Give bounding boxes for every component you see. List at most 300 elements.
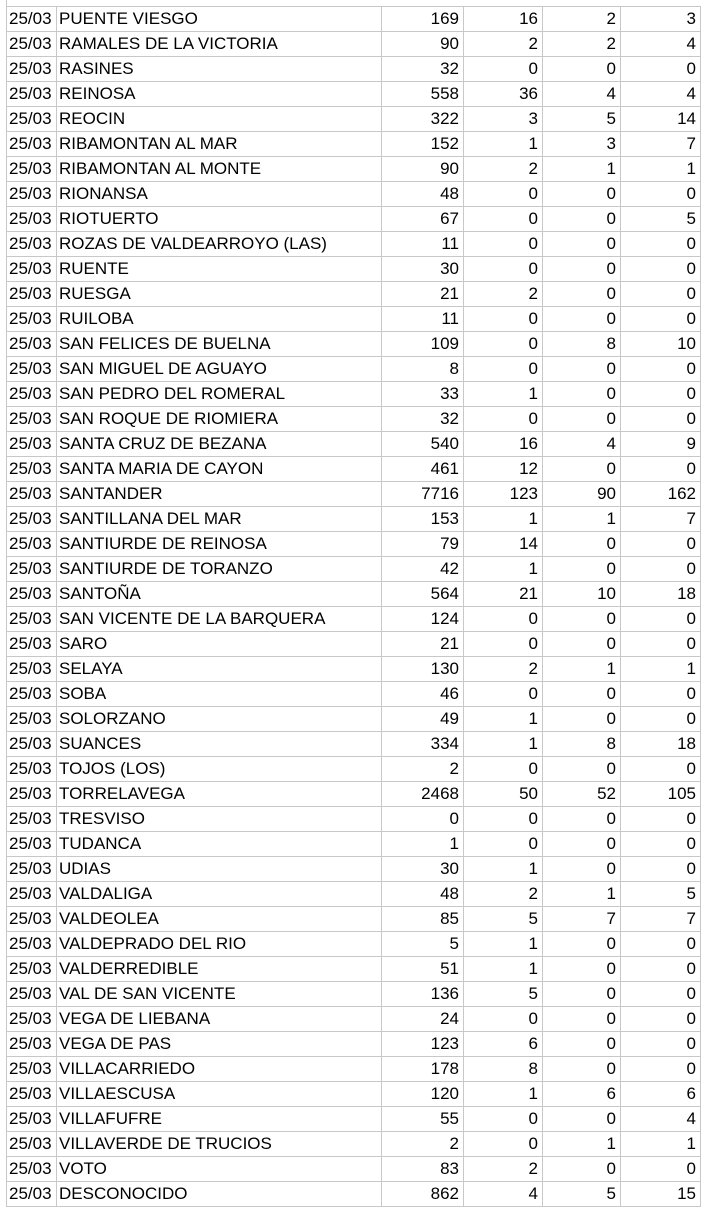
date-cell[interactable]: 25/03 — [7, 832, 57, 857]
value-cell-2[interactable]: 1 — [464, 932, 543, 957]
value-cell-3[interactable]: 1 — [543, 157, 621, 182]
municipality-cell[interactable]: VALDERREDIBLE — [57, 957, 382, 982]
value-cell-4[interactable]: 3 — [621, 7, 701, 32]
date-cell[interactable]: 25/03 — [7, 332, 57, 357]
value-cell-3[interactable]: 0 — [543, 1157, 621, 1182]
value-cell-1[interactable]: 30 — [382, 257, 464, 282]
value-cell-3[interactable]: 2 — [543, 32, 621, 57]
value-cell-2[interactable]: 0 — [464, 807, 543, 832]
value-cell-4[interactable]: 1 — [621, 657, 701, 682]
table-row — [7, 782, 701, 807]
municipality-cell[interactable]: RAMALES DE LA VICTORIA — [57, 32, 382, 57]
municipality-cell[interactable]: SAN PEDRO DEL ROMERAL — [57, 382, 382, 407]
table-row — [7, 882, 701, 907]
date-cell[interactable]: 25/03 — [7, 807, 57, 832]
date-cell[interactable]: 25/03 — [7, 757, 57, 782]
value-cell-2[interactable]: 123 — [464, 482, 543, 507]
value-cell-4[interactable]: 0 — [621, 1032, 701, 1057]
value-cell-2[interactable]: 0 — [464, 332, 543, 357]
value-cell-4[interactable]: 0 — [621, 607, 701, 632]
date-cell[interactable]: 25/03 — [7, 932, 57, 957]
value-cell-1[interactable]: 2 — [382, 1132, 464, 1157]
value-cell-3[interactable]: 0 — [543, 1007, 621, 1032]
value-cell-1[interactable]: 51 — [382, 957, 464, 982]
value-cell-4[interactable]: 0 — [621, 307, 701, 332]
value-cell-3[interactable]: 0 — [543, 682, 621, 707]
date-cell[interactable]: 25/03 — [7, 882, 57, 907]
table-row — [7, 1057, 701, 1082]
date-cell[interactable]: 25/03 — [7, 1132, 57, 1157]
value-cell-3[interactable]: 3 — [543, 132, 621, 157]
value-cell-2[interactable]: 50 — [464, 782, 543, 807]
value-cell-3[interactable]: 1 — [543, 657, 621, 682]
value-cell-1[interactable]: 90 — [382, 32, 464, 57]
value-cell-1[interactable]: 169 — [382, 7, 464, 32]
value-cell-2[interactable]: 0 — [464, 307, 543, 332]
municipality-cell[interactable]: VILLAFUFRE — [57, 1107, 382, 1132]
value-cell-4[interactable]: 0 — [621, 532, 701, 557]
value-cell-4[interactable]: 18 — [621, 732, 701, 757]
value-cell-1[interactable]: 130 — [382, 657, 464, 682]
municipality-cell[interactable]: VEGA DE LIEBANA — [57, 1007, 382, 1032]
value-cell-1[interactable]: 11 — [382, 307, 464, 332]
value-cell-1[interactable]: 7716 — [382, 482, 464, 507]
value-cell-3[interactable]: 0 — [543, 282, 621, 307]
table-row — [7, 32, 701, 57]
value-cell-2[interactable]: 0 — [464, 1132, 543, 1157]
value-cell-1[interactable]: 178 — [382, 1057, 464, 1082]
value-cell-4[interactable]: 0 — [621, 282, 701, 307]
value-cell-1[interactable]: 55 — [382, 1107, 464, 1132]
date-cell[interactable]: 25/03 — [7, 7, 57, 32]
municipality-cell[interactable]: VALDEPRADO DEL RIO — [57, 932, 382, 957]
value-cell-1[interactable]: 152 — [382, 132, 464, 157]
municipality-cell[interactable]: TRESVISO — [57, 807, 382, 832]
date-cell[interactable]: 25/03 — [7, 57, 57, 82]
value-cell-4[interactable]: 0 — [621, 857, 701, 882]
date-cell[interactable]: 25/03 — [7, 607, 57, 632]
value-cell-3[interactable]: 0 — [543, 207, 621, 232]
value-cell-3[interactable]: 0 — [543, 807, 621, 832]
value-cell-1[interactable]: 461 — [382, 457, 464, 482]
value-cell-1[interactable]: 862 — [382, 1182, 464, 1207]
date-cell[interactable]: 25/03 — [7, 307, 57, 332]
municipality-cell[interactable]: SAN FELICES DE BUELNA — [57, 332, 382, 357]
value-cell-2[interactable]: 0 — [464, 632, 543, 657]
value-cell-4[interactable]: 4 — [621, 32, 701, 57]
value-cell-3[interactable]: 0 — [543, 557, 621, 582]
value-cell-3[interactable]: 0 — [543, 57, 621, 82]
date-cell[interactable]: 25/03 — [7, 1032, 57, 1057]
date-cell[interactable]: 25/03 — [7, 1082, 57, 1107]
value-cell-4[interactable]: 5 — [621, 882, 701, 907]
date-cell[interactable]: 25/03 — [7, 132, 57, 157]
value-cell-3[interactable]: 0 — [543, 1032, 621, 1057]
value-cell-3[interactable]: 0 — [543, 832, 621, 857]
date-cell[interactable]: 25/03 — [7, 582, 57, 607]
value-cell-4[interactable]: 0 — [621, 707, 701, 732]
value-cell-1[interactable]: 322 — [382, 107, 464, 132]
date-cell[interactable]: 25/03 — [7, 282, 57, 307]
table-row — [7, 7, 701, 32]
municipality-cell[interactable]: RUILOBA — [57, 307, 382, 332]
value-cell-1[interactable]: 334 — [382, 732, 464, 757]
value-cell-3[interactable]: 2 — [543, 7, 621, 32]
value-cell-4[interactable]: 10 — [621, 332, 701, 357]
value-cell-4[interactable]: 1 — [621, 157, 701, 182]
municipality-cell[interactable]: SANTILLANA DEL MAR — [57, 507, 382, 532]
municipality-cell[interactable]: SAN MIGUEL DE AGUAYO — [57, 357, 382, 382]
date-cell[interactable]: 25/03 — [7, 482, 57, 507]
value-cell-1[interactable]: 49 — [382, 707, 464, 732]
municipality-cell[interactable]: TOJOS (LOS) — [57, 757, 382, 782]
table-row — [7, 982, 701, 1007]
date-cell[interactable]: 25/03 — [7, 782, 57, 807]
municipality-cell[interactable]: VOTO — [57, 1157, 382, 1182]
value-cell-1[interactable]: 90 — [382, 157, 464, 182]
value-cell-4[interactable]: 0 — [621, 982, 701, 1007]
value-cell-2[interactable]: 0 — [464, 207, 543, 232]
value-cell-3[interactable]: 0 — [543, 532, 621, 557]
value-cell-2[interactable]: 6 — [464, 1032, 543, 1057]
value-cell-1[interactable]: 33 — [382, 382, 464, 407]
date-cell[interactable]: 25/03 — [7, 432, 57, 457]
value-cell-4[interactable]: 0 — [621, 407, 701, 432]
value-cell-3[interactable]: 10 — [543, 582, 621, 607]
value-cell-2[interactable]: 1 — [464, 382, 543, 407]
value-cell-4[interactable]: 7 — [621, 907, 701, 932]
value-cell-4[interactable]: 162 — [621, 482, 701, 507]
municipality-cell[interactable]: SANTA MARIA DE CAYON — [57, 457, 382, 482]
value-cell-3[interactable]: 0 — [543, 607, 621, 632]
value-cell-4[interactable]: 0 — [621, 457, 701, 482]
value-cell-2[interactable]: 14 — [464, 532, 543, 557]
date-cell[interactable]: 25/03 — [7, 907, 57, 932]
value-cell-2[interactable]: 21 — [464, 582, 543, 607]
value-cell-1[interactable]: 11 — [382, 232, 464, 257]
table-row — [7, 707, 701, 732]
value-cell-3[interactable]: 4 — [543, 82, 621, 107]
value-cell-1[interactable]: 32 — [382, 407, 464, 432]
value-cell-3[interactable]: 0 — [543, 182, 621, 207]
municipality-cell[interactable]: ROZAS DE VALDEARROYO (LAS) — [57, 232, 382, 257]
value-cell-3[interactable]: 1 — [543, 1132, 621, 1157]
value-cell-2[interactable]: 1 — [464, 557, 543, 582]
municipality-cell[interactable]: RIOTUERTO — [57, 207, 382, 232]
value-cell-1[interactable]: 124 — [382, 607, 464, 632]
value-cell-1[interactable]: 1 — [382, 832, 464, 857]
date-cell[interactable]: 25/03 — [7, 532, 57, 557]
value-cell-4[interactable]: 0 — [621, 957, 701, 982]
municipality-cell[interactable]: VALDEOLEA — [57, 907, 382, 932]
value-cell-4[interactable]: 7 — [621, 507, 701, 532]
value-cell-2[interactable]: 0 — [464, 682, 543, 707]
value-cell-2[interactable]: 16 — [464, 432, 543, 457]
municipality-cell[interactable]: VALDALIGA — [57, 882, 382, 907]
value-cell-4[interactable]: 0 — [621, 632, 701, 657]
value-cell-2[interactable]: 8 — [464, 1057, 543, 1082]
municipality-cell[interactable]: RUENTE — [57, 257, 382, 282]
municipality-cell[interactable]: REOCIN — [57, 107, 382, 132]
municipality-cell[interactable]: SAN ROQUE DE RIOMIERA — [57, 407, 382, 432]
value-cell-2[interactable]: 0 — [464, 407, 543, 432]
value-cell-4[interactable]: 105 — [621, 782, 701, 807]
value-cell-3[interactable]: 5 — [543, 107, 621, 132]
value-cell-1[interactable]: 79 — [382, 532, 464, 557]
municipality-cell[interactable]: VEGA DE PAS — [57, 1032, 382, 1057]
value-cell-3[interactable]: 0 — [543, 932, 621, 957]
value-cell-4[interactable]: 0 — [621, 357, 701, 382]
value-cell-2[interactable]: 1 — [464, 732, 543, 757]
value-cell-2[interactable]: 16 — [464, 7, 543, 32]
date-cell[interactable]: 25/03 — [7, 232, 57, 257]
date-cell[interactable]: 25/03 — [7, 107, 57, 132]
municipality-cell[interactable]: VAL DE SAN VICENTE — [57, 982, 382, 1007]
value-cell-1[interactable]: 30 — [382, 857, 464, 882]
value-cell-3[interactable]: 1 — [543, 882, 621, 907]
value-cell-4[interactable]: 0 — [621, 807, 701, 832]
table-row — [7, 132, 701, 157]
value-cell-3[interactable]: 1 — [543, 507, 621, 532]
value-cell-1[interactable]: 8 — [382, 357, 464, 382]
value-cell-4[interactable]: 0 — [621, 57, 701, 82]
value-cell-2[interactable]: 0 — [464, 182, 543, 207]
value-cell-1[interactable]: 85 — [382, 907, 464, 932]
value-cell-3[interactable]: 52 — [543, 782, 621, 807]
value-cell-2[interactable]: 0 — [464, 257, 543, 282]
date-cell[interactable]: 25/03 — [7, 632, 57, 657]
value-cell-3[interactable]: 8 — [543, 732, 621, 757]
value-cell-2[interactable]: 1 — [464, 132, 543, 157]
date-cell[interactable]: 25/03 — [7, 82, 57, 107]
municipality-cell[interactable]: SOLORZANO — [57, 707, 382, 732]
municipality-cell[interactable]: RASINES — [57, 57, 382, 82]
value-cell-1[interactable]: 153 — [382, 507, 464, 532]
value-cell-1[interactable]: 0 — [382, 807, 464, 832]
municipality-cell[interactable]: RIBAMONTAN AL MAR — [57, 132, 382, 157]
value-cell-1[interactable]: 540 — [382, 432, 464, 457]
date-cell[interactable]: 25/03 — [7, 557, 57, 582]
value-cell-4[interactable]: 0 — [621, 932, 701, 957]
value-cell-2[interactable]: 4 — [464, 1182, 543, 1207]
municipality-cell[interactable]: VILLAVERDE DE TRUCIOS — [57, 1132, 382, 1157]
value-cell-2[interactable]: 0 — [464, 757, 543, 782]
municipality-cell[interactable]: TORRELAVEGA — [57, 782, 382, 807]
value-cell-1[interactable]: 564 — [382, 582, 464, 607]
value-cell-2[interactable]: 2 — [464, 657, 543, 682]
value-cell-3[interactable]: 0 — [543, 382, 621, 407]
value-cell-1[interactable]: 46 — [382, 682, 464, 707]
value-cell-4[interactable]: 4 — [621, 1107, 701, 1132]
value-cell-2[interactable]: 0 — [464, 832, 543, 857]
value-cell-2[interactable]: 0 — [464, 57, 543, 82]
value-cell-4[interactable]: 0 — [621, 182, 701, 207]
municipality-cell[interactable]: SELAYA — [57, 657, 382, 682]
date-cell[interactable]: 25/03 — [7, 32, 57, 57]
value-cell-1[interactable]: 83 — [382, 1157, 464, 1182]
value-cell-1[interactable]: 558 — [382, 82, 464, 107]
municipality-cell[interactable]: PUENTE VIESGO — [57, 7, 382, 32]
date-cell[interactable]: 25/03 — [7, 982, 57, 1007]
value-cell-2[interactable]: 0 — [464, 232, 543, 257]
value-cell-4[interactable]: 0 — [621, 232, 701, 257]
value-cell-1[interactable]: 120 — [382, 1082, 464, 1107]
value-cell-4[interactable]: 0 — [621, 832, 701, 857]
date-cell[interactable]: 25/03 — [7, 507, 57, 532]
value-cell-4[interactable]: 5 — [621, 207, 701, 232]
date-cell[interactable]: 25/03 — [7, 257, 57, 282]
value-cell-2[interactable]: 1 — [464, 957, 543, 982]
date-cell[interactable]: 25/03 — [7, 357, 57, 382]
table-body — [7, 7, 701, 1207]
value-cell-4[interactable]: 15 — [621, 1182, 701, 1207]
value-cell-3[interactable]: 0 — [543, 407, 621, 432]
table-row — [7, 832, 701, 857]
value-cell-4[interactable]: 0 — [621, 757, 701, 782]
value-cell-4[interactable]: 9 — [621, 432, 701, 457]
municipality-cell[interactable]: SANTANDER — [57, 482, 382, 507]
date-cell[interactable]: 25/03 — [7, 207, 57, 232]
municipality-cell[interactable]: RIONANSA — [57, 182, 382, 207]
date-cell[interactable]: 25/03 — [7, 957, 57, 982]
value-cell-3[interactable]: 0 — [543, 457, 621, 482]
value-cell-3[interactable]: 5 — [543, 1182, 621, 1207]
municipality-cell[interactable]: TUDANCA — [57, 832, 382, 857]
value-cell-3[interactable]: 4 — [543, 432, 621, 457]
value-cell-2[interactable]: 5 — [464, 982, 543, 1007]
value-cell-2[interactable]: 0 — [464, 607, 543, 632]
municipality-cell[interactable]: SANTA CRUZ DE BEZANA — [57, 432, 382, 457]
value-cell-2[interactable]: 36 — [464, 82, 543, 107]
value-cell-3[interactable]: 0 — [543, 232, 621, 257]
value-cell-1[interactable]: 123 — [382, 1032, 464, 1057]
value-cell-3[interactable]: 0 — [543, 857, 621, 882]
value-cell-2[interactable]: 1 — [464, 857, 543, 882]
value-cell-2[interactable]: 0 — [464, 1107, 543, 1132]
municipality-cell[interactable]: RUESGA — [57, 282, 382, 307]
value-cell-1[interactable]: 67 — [382, 207, 464, 232]
value-cell-4[interactable]: 0 — [621, 682, 701, 707]
value-cell-2[interactable]: 1 — [464, 1082, 543, 1107]
value-cell-2[interactable]: 1 — [464, 707, 543, 732]
municipality-cell[interactable]: SAN VICENTE DE LA BARQUERA — [57, 607, 382, 632]
municipality-cell[interactable]: UDIAS — [57, 857, 382, 882]
value-cell-2[interactable]: 0 — [464, 1007, 543, 1032]
value-cell-3[interactable]: 0 — [543, 307, 621, 332]
value-cell-2[interactable]: 2 — [464, 32, 543, 57]
date-cell[interactable]: 25/03 — [7, 732, 57, 757]
municipality-cell[interactable]: SARO — [57, 632, 382, 657]
date-cell[interactable]: 25/03 — [7, 1157, 57, 1182]
value-cell-1[interactable]: 48 — [382, 182, 464, 207]
municipality-cell[interactable]: VILLAESCUSA — [57, 1082, 382, 1107]
value-cell-2[interactable]: 12 — [464, 457, 543, 482]
date-cell[interactable]: 25/03 — [7, 182, 57, 207]
municipality-cell[interactable]: SANTIURDE DE REINOSA — [57, 532, 382, 557]
date-cell[interactable]: 25/03 — [7, 657, 57, 682]
date-cell[interactable]: 25/03 — [7, 1182, 57, 1207]
date-cell[interactable]: 25/03 — [7, 682, 57, 707]
value-cell-3[interactable]: 0 — [543, 707, 621, 732]
date-cell[interactable]: 25/03 — [7, 382, 57, 407]
value-cell-4[interactable]: 0 — [621, 1007, 701, 1032]
municipality-cell[interactable]: RIBAMONTAN AL MONTE — [57, 157, 382, 182]
value-cell-4[interactable]: 0 — [621, 557, 701, 582]
value-cell-2[interactable]: 2 — [464, 282, 543, 307]
municipality-cell[interactable]: DESCONOCIDO — [57, 1182, 382, 1207]
municipality-cell[interactable]: SUANCES — [57, 732, 382, 757]
value-cell-2[interactable]: 5 — [464, 907, 543, 932]
date-cell[interactable]: 25/03 — [7, 1107, 57, 1132]
value-cell-3[interactable]: 0 — [543, 632, 621, 657]
value-cell-4[interactable]: 14 — [621, 107, 701, 132]
municipality-cell[interactable]: SOBA — [57, 682, 382, 707]
value-cell-2[interactable]: 1 — [464, 507, 543, 532]
value-cell-1[interactable]: 21 — [382, 282, 464, 307]
value-cell-3[interactable]: 8 — [543, 332, 621, 357]
municipality-cell[interactable]: SANTOÑA — [57, 582, 382, 607]
date-cell[interactable]: 25/03 — [7, 407, 57, 432]
value-cell-3[interactable]: 90 — [543, 482, 621, 507]
value-cell-4[interactable]: 0 — [621, 1057, 701, 1082]
value-cell-1[interactable]: 24 — [382, 1007, 464, 1032]
value-cell-4[interactable]: 0 — [621, 257, 701, 282]
value-cell-4[interactable]: 0 — [621, 1157, 701, 1182]
value-cell-4[interactable]: 6 — [621, 1082, 701, 1107]
table-row — [7, 807, 701, 832]
value-cell-2[interactable]: 2 — [464, 157, 543, 182]
date-cell[interactable]: 25/03 — [7, 857, 57, 882]
value-cell-3[interactable]: 0 — [543, 957, 621, 982]
value-cell-1[interactable]: 109 — [382, 332, 464, 357]
value-cell-3[interactable]: 0 — [543, 357, 621, 382]
value-cell-1[interactable]: 2 — [382, 757, 464, 782]
date-cell[interactable]: 25/03 — [7, 157, 57, 182]
date-cell[interactable]: 25/03 — [7, 457, 57, 482]
value-cell-1[interactable]: 42 — [382, 557, 464, 582]
value-cell-3[interactable]: 7 — [543, 907, 621, 932]
value-cell-3[interactable]: 0 — [543, 1107, 621, 1132]
value-cell-4[interactable]: 7 — [621, 132, 701, 157]
value-cell-4[interactable]: 1 — [621, 1132, 701, 1157]
value-cell-1[interactable]: 136 — [382, 982, 464, 1007]
date-cell[interactable]: 25/03 — [7, 1007, 57, 1032]
value-cell-4[interactable]: 18 — [621, 582, 701, 607]
value-cell-2[interactable]: 2 — [464, 1157, 543, 1182]
value-cell-3[interactable]: 0 — [543, 982, 621, 1007]
value-cell-2[interactable]: 0 — [464, 357, 543, 382]
table-row — [7, 1107, 701, 1132]
date-cell[interactable]: 25/03 — [7, 1057, 57, 1082]
value-cell-3[interactable]: 0 — [543, 757, 621, 782]
municipality-cell[interactable]: VILLACARRIEDO — [57, 1057, 382, 1082]
municipality-cell[interactable]: SANTIURDE DE TORANZO — [57, 557, 382, 582]
value-cell-1[interactable]: 5 — [382, 932, 464, 957]
municipality-cell[interactable]: REINOSA — [57, 82, 382, 107]
value-cell-2[interactable]: 3 — [464, 107, 543, 132]
value-cell-1[interactable]: 48 — [382, 882, 464, 907]
value-cell-2[interactable]: 2 — [464, 882, 543, 907]
date-cell[interactable]: 25/03 — [7, 707, 57, 732]
value-cell-1[interactable]: 21 — [382, 632, 464, 657]
value-cell-4[interactable]: 4 — [621, 82, 701, 107]
value-cell-1[interactable]: 32 — [382, 57, 464, 82]
value-cell-3[interactable]: 0 — [543, 1057, 621, 1082]
value-cell-1[interactable]: 2468 — [382, 782, 464, 807]
value-cell-4[interactable]: 0 — [621, 382, 701, 407]
value-cell-3[interactable]: 6 — [543, 1082, 621, 1107]
value-cell-3[interactable]: 0 — [543, 257, 621, 282]
